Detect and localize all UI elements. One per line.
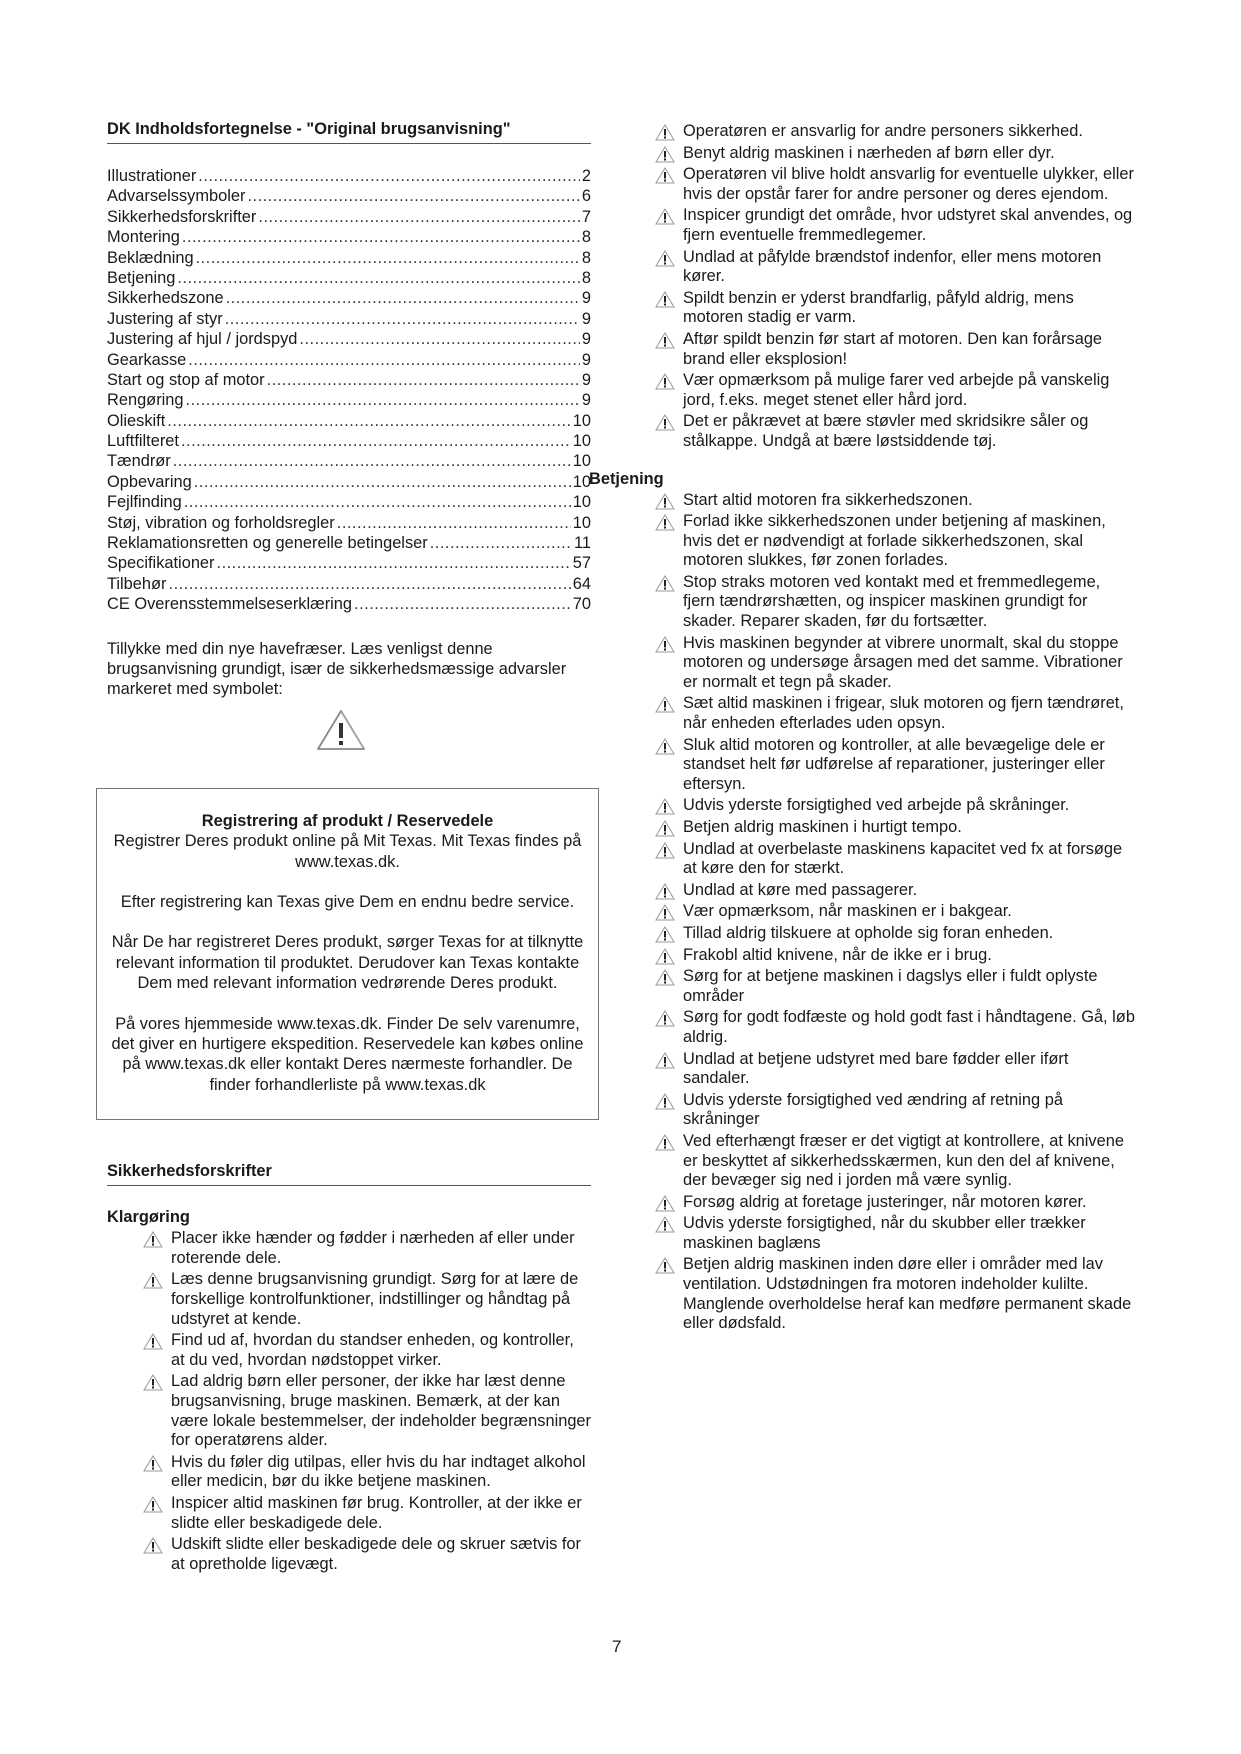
toc-entry [107,166,591,186]
toc-entry-page: 6 [581,187,591,206]
warning-item [655,144,1135,164]
warning-item-text: Operatøren vil blive holdt ansvarlig for eventuelle ulykker, eller hvis der opstår farer for andre personer og deres ejendom. [683,165,1134,203]
toc-entry [107,207,591,227]
warning-triangle-icon [655,1257,675,1274]
warning-triangle-icon [655,291,675,308]
warning-item [143,1372,591,1450]
warning-triangle-icon [655,883,675,900]
warning-item-text: Tillad aldrig tilskuere at opholde sig foran enheden. [683,923,1054,942]
toc-leader-dots [226,288,580,308]
toc-list [107,166,591,615]
toc-entry-label: Luftfilteret [107,432,179,451]
toc-entry-page: 10 [572,432,591,451]
warning-item-text: Udvis yderste forsigtighed, når du skubber eller trækker maskinen baglæns [683,1214,1086,1252]
toc-leader-dots [188,350,580,370]
toc-entry-page: 11 [573,534,591,553]
toc-entry [107,553,591,573]
toc-entry-page: 8 [581,228,591,247]
toc-leader-dots [186,390,580,410]
warning-item [143,1331,591,1370]
toc-entry-label: Start og stop af motor [107,370,265,389]
toc-entry-page: 9 [581,350,591,369]
safety-title: Sikkerhedsforskrifter [107,1162,591,1186]
warning-item [655,248,1135,287]
warning-item-text: Ved efterhængt fræser er det vigtigt at kontrollere, at knivene er beskyttet af sikkerhedsskærmen, kun den del af knivene, der bevæger sig ned i jorden må være synlig. [683,1131,1124,1190]
toc-entry [107,411,591,431]
toc-entry-page: 9 [581,309,591,328]
warning-item-text: Benyt aldrig maskinen i nærheden af børn eller dyr. [683,143,1055,162]
left-column [107,120,591,1576]
warning-item-text: Betjen aldrig maskinen i hurtigt tempo. [683,818,962,836]
toc-entry [107,431,591,451]
warning-item-text: Spildt benzin er yderst brandfarlig, påfyld aldrig, mens motoren stadig er varm. [683,288,1074,327]
warning-item [143,1453,591,1492]
warning-triangle-icon [655,167,675,184]
warning-triangle-icon [143,1231,163,1248]
toc-leader-dots [430,533,572,553]
toc-leader-dots [225,309,580,329]
warning-item-text: Udskift slidte eller beskadigede dele og skruer sætvis for at opretholde ligevægt. [171,1535,581,1573]
toc-title: DK Indholdsfortegnelse - "Original brugsanvisning" [107,120,591,144]
toc-entry-page: 64 [572,574,591,593]
warning-item [655,1193,1135,1213]
warning-triangle-icon [655,414,675,431]
toc-entry-page: 9 [581,370,591,389]
warning-triangle-icon [655,373,675,390]
warning-item-text: Det er påkrævet at bære støvler med skridsikre såler og stålkappe. Undgå at bære løstsiddende tøj. [683,412,1089,450]
toc-entry-label: Illustrationer [107,167,197,185]
warning-item [655,881,1135,901]
prep-title: Klargøring [107,1208,190,1227]
warning-item [655,1132,1135,1191]
toc-leader-dots [181,431,571,451]
warning-triangle-icon [655,1010,675,1027]
toc-leader-dots [173,451,571,471]
warning-triangle-icon [143,1455,163,1472]
warning-item [655,512,1135,571]
toc-entry-page: 10 [572,493,591,512]
warning-item [143,1229,591,1268]
toc-entry [107,451,591,471]
registration-title: Registrering af produkt / Reservedele [201,811,494,830]
warning-item [655,1255,1135,1333]
registration-paragraph: På vores hjemmeside www.texas.dk. Finder De selv varenumre, det giver en hurtigere ekspedition. Reservedele kan købes online på www.texas.dk eller kontakt Deres nærmeste forhandler. De finder forhandlerliste på www.texas.dk [111,1014,584,1094]
warning-triangle-icon [655,146,675,163]
toc-entry-page: 10 [572,452,591,471]
warning-triangle-icon [655,948,675,965]
warning-triangle-icon [655,493,675,510]
warning-item-text: Frakobl altid knivene, når de ikke er i brug. [683,945,992,964]
warning-item [655,122,1135,142]
warning-item-text: Sørg for godt fodfæste og hold godt fast i håndtagene. Gå, løb aldrig. [683,1008,1135,1046]
operation-list [655,491,1135,1334]
toc-entry-page: 8 [581,248,591,267]
warning-item-text: Sørg for at betjene maskinen i dagslys eller i fuldt oplyste områder [683,967,1098,1005]
warning-item [655,573,1135,632]
warning-item-text: Udvis yderste forsigtighed ved ændring af retning på skråninger [683,1090,1063,1129]
warning-triangle-icon [655,820,675,837]
toc-entry-page: 10 [572,411,591,430]
warning-item [655,1008,1135,1047]
toc-entry [107,370,591,390]
toc-entry-page: 2 [581,167,591,185]
warning-item-text: Placer ikke hænder og fødder i nærheden af eller under roterende dele. [171,1229,575,1267]
operation-title: Betjening [589,469,664,488]
toc-leader-dots [258,207,579,227]
toc-entry-page: 9 [581,289,591,308]
warning-triangle-icon [655,250,675,267]
toc-entry-label: Fejlfinding [107,493,182,512]
toc-entry [107,594,591,614]
toc-entry-label: Specifikationer [107,554,215,573]
warning-triangle-icon [655,1216,675,1233]
toc-leader-dots [167,411,570,431]
warning-item-text: Vær opmærksom, når maskinen er i bakgear. [683,902,1012,921]
toc-entry-label: CE Overensstemmelseserklæring [107,595,353,614]
toc-entry [107,350,591,370]
toc-entry-label: Støj, vibration og forholdsregler [107,513,335,532]
warning-triangle-icon [655,514,675,531]
toc-leader-dots [337,513,571,533]
registration-paragraph: Når De har registreret Deres produkt, sørger Texas for at tilknytte relevant information til produktet. Derudover kan Texas kontakte Dem med relevant information vedrørende Deres produkt. [111,933,584,993]
warning-item [655,946,1135,966]
registration-box [96,788,599,1120]
toc-entry-label: Justering af hjul / jordspyd [107,330,298,349]
toc-entry-page: 7 [581,207,591,226]
warning-item-text: Stop straks motoren ved kontakt med et fremmedlegeme, fjern tændrørshætten, og inspicer maskinen grundigt for skader. Reparer skaden, før du fortsætter. [683,572,1101,631]
registration-paragraph: Efter registrering kan Texas give Dem en endnu bedre service. [120,893,575,912]
toc-entry [107,329,591,349]
warning-triangle-icon [655,738,675,755]
toc-entry-label: Sikkerhedsforskrifter [107,207,257,226]
warning-item-text: Aftør spildt benzin før start af motoren. Den kan forårsage brand eller eksplosion! [683,329,1103,368]
warning-item-text: Lad aldrig børn eller personer, der ikke har læst denne brugsanvisning, bruge maskinen. Bemærk, at der kan være lokale bestemmelser, der indeholder begrænsninger for operatørens alder. [171,1372,592,1450]
warning-triangle-icon [655,926,675,943]
page-number: 7 [612,1637,622,1656]
toc-entry [107,492,591,512]
warning-triangle-icon [655,636,675,653]
right-column [589,122,1135,1336]
toc-entry [107,574,591,594]
toc-entry [107,227,591,247]
warning-item-text: Forsøg aldrig at foretage justeringer, når motoren kører. [683,1192,1087,1211]
warning-item [655,694,1135,733]
toc-entry [107,513,591,533]
warning-item [655,924,1135,944]
warning-item-text: Operatøren er ansvarlig for andre personers sikkerhed. [683,122,1083,140]
toc-leader-dots [169,574,571,594]
toc-entry-label: Rengøring [107,391,184,410]
warning-triangle-icon [143,1496,163,1513]
warning-item [655,491,1135,511]
warning-triangle-icon [143,1374,163,1391]
toc-entry-page: 9 [581,330,591,349]
warning-item [655,634,1135,693]
toc-entry [107,472,591,492]
toc-entry-label: Gearkasse [107,350,187,369]
warning-triangle-icon [655,798,675,815]
warning-triangle-icon [655,124,675,141]
toc-leader-dots [354,594,571,614]
toc-leader-dots [184,492,571,512]
toc-leader-dots [247,186,579,206]
toc-entry-label: Betjening [107,268,176,287]
toc-entry-label: Tilbehør [107,574,167,593]
warning-item-text: Undlad at overbelaste maskinens kapacitet ved fx at forsøge at køre den for stærkt. [683,839,1123,878]
toc-leader-dots [217,553,571,573]
warning-item [655,1050,1135,1089]
warning-triangle-icon [655,575,675,592]
toc-entry-label: Advarselssymboler [107,187,246,206]
warning-triangle-icon [655,1195,675,1212]
toc-entry-page: 9 [581,391,591,410]
warning-triangle-icon [315,708,367,752]
warning-item-text: Udvis yderste forsigtighed ved arbejde på skråninger. [683,796,1070,815]
toc-leader-dots [194,472,571,492]
warning-item [655,1214,1135,1253]
warning-triangle-icon [143,1272,163,1289]
warning-item-text: Start altid motoren fra sikkerhedszonen. [683,490,973,509]
toc-entry [107,248,591,268]
warning-triangle-icon [655,696,675,713]
warning-item [655,840,1135,879]
toc-entry-label: Reklamationsretten og generelle betingelser [107,534,428,553]
toc-entry [107,268,591,288]
toc-entry-label: Sikkerhedszone [107,289,224,308]
safety-list-continued [655,122,1135,452]
registration-paragraph: Registrer Deres produkt online på Mit Texas. Mit Texas findes på www.texas.dk. [113,832,582,871]
warning-item-text: Undlad at køre med passagerer. [683,880,918,899]
toc-entry-page: 70 [572,595,591,614]
toc-entry-label: Olieskift [107,411,166,430]
toc-leader-dots [299,329,579,349]
warning-triangle-icon [655,842,675,859]
warning-triangle-icon [655,1134,675,1151]
toc-leader-dots [198,166,580,186]
toc-entry [107,186,591,206]
warning-item [655,371,1135,410]
warning-triangle-icon [655,332,675,349]
toc-leader-dots [267,370,580,390]
toc-entry-page: 57 [572,554,591,573]
warning-item-text: Inspicer grundigt det område, hvor udstyret skal anvendes, og fjern eventuelle fremmedlegemer. [683,206,1133,244]
toc-leader-dots [177,268,580,288]
warning-item [655,736,1135,795]
warning-triangle-icon [143,1333,163,1350]
warning-triangle-icon [655,904,675,921]
warning-item-text: Hvis maskinen begynder at vibrere unormalt, skal du stoppe motoren og undersøge årsagen med det samme. Vibrationer er normalt et tegn på skader. [683,633,1123,691]
warning-item-text: Inspicer altid maskinen før brug. Kontroller, at der ikke er slidte eller beskadigede dele. [171,1494,582,1532]
warning-item-text: Find ud af, hvordan du standser enheden, og kontroller, at du ved, hvordan nødstoppet virker. [171,1331,574,1369]
toc-entry [107,288,591,308]
toc-entry-label: Justering af styr [107,309,223,328]
warning-triangle-icon [655,1052,675,1069]
warning-item [143,1494,591,1533]
warning-triangle-icon [655,1093,675,1110]
intro-text: Tillykke med din nye havefræser. Læs venligst denne brugsanvisning grundigt, især de sikkerhedsmæssige advarsler markeret med symbolet: [107,639,567,699]
warning-item-text: Sluk altid motoren og kontroller, at alle bevægelige dele er standset helt før udførelse af reparationer, justeringer eller eftersyn. [683,735,1105,793]
toc-entry-page: 10 [572,472,591,491]
toc-entry-page: 10 [572,513,591,532]
warning-item-text: Hvis du føler dig utilpas, eller hvis du har indtaget alkohol eller medicin, bør du ikke betjene maskinen. [171,1452,586,1491]
warning-item [143,1270,591,1329]
warning-item-text: Vær opmærksom på mulige farer ved arbejde på vanskelig jord, f.eks. meget stenet eller hård jord. [683,371,1110,409]
toc-entry [107,533,591,553]
warning-item [655,165,1135,204]
warning-item [655,796,1135,816]
warning-item [655,289,1135,328]
prep-list [107,1229,591,1574]
warning-item-text: Læs denne brugsanvisning grundigt. Sørg for at lære de forskellige kontrolfunktioner, indstillinger og håndtag på udstyret at kende. [171,1270,579,1328]
warning-item [655,902,1135,922]
toc-entry-label: Montering [107,228,180,247]
warning-item [655,967,1135,1006]
warning-item [655,206,1135,245]
warning-item [143,1535,591,1574]
toc-entry-label: Tændrør [107,452,171,471]
toc-entry-label: Beklædning [107,248,194,267]
warning-item [655,330,1135,369]
toc-entry [107,390,591,410]
warning-item-text: Undlad at betjene udstyret med bare fødder eller iført sandaler. [683,1049,1069,1088]
toc-entry-label: Opbevaring [107,472,192,491]
warning-item-text: Undlad at påfylde brændstof indenfor, eller mens motoren kører. [683,247,1102,286]
warning-triangle-icon [655,208,675,225]
warning-triangle-icon [143,1537,163,1554]
warning-triangle-icon [655,969,675,986]
warning-item-text: Forlad ikke sikkerhedszonen under betjening af maskinen, hvis det er nødvendigt at forlade sikkerhedszonen, skal motoren slukkes, før zonen forlades. [683,512,1106,570]
warning-item-text: Sæt altid maskinen i frigear, sluk motoren og fjern tændrøret, når enheden efterlades uden opsyn. [683,694,1124,733]
toc-entry-page: 8 [581,268,591,287]
warning-item [655,1091,1135,1130]
warning-item [655,412,1135,451]
warning-item [655,818,1135,838]
toc-entry [107,309,591,329]
warning-item-text: Betjen aldrig maskinen inden døre eller i områder med lav ventilation. Udstødningen fra motoren indeholder kulilte. Manglende overholdelse heraf kan medføre permanent skade eller dødsfald. [683,1255,1132,1333]
toc-leader-dots [182,227,580,247]
toc-leader-dots [196,248,580,268]
